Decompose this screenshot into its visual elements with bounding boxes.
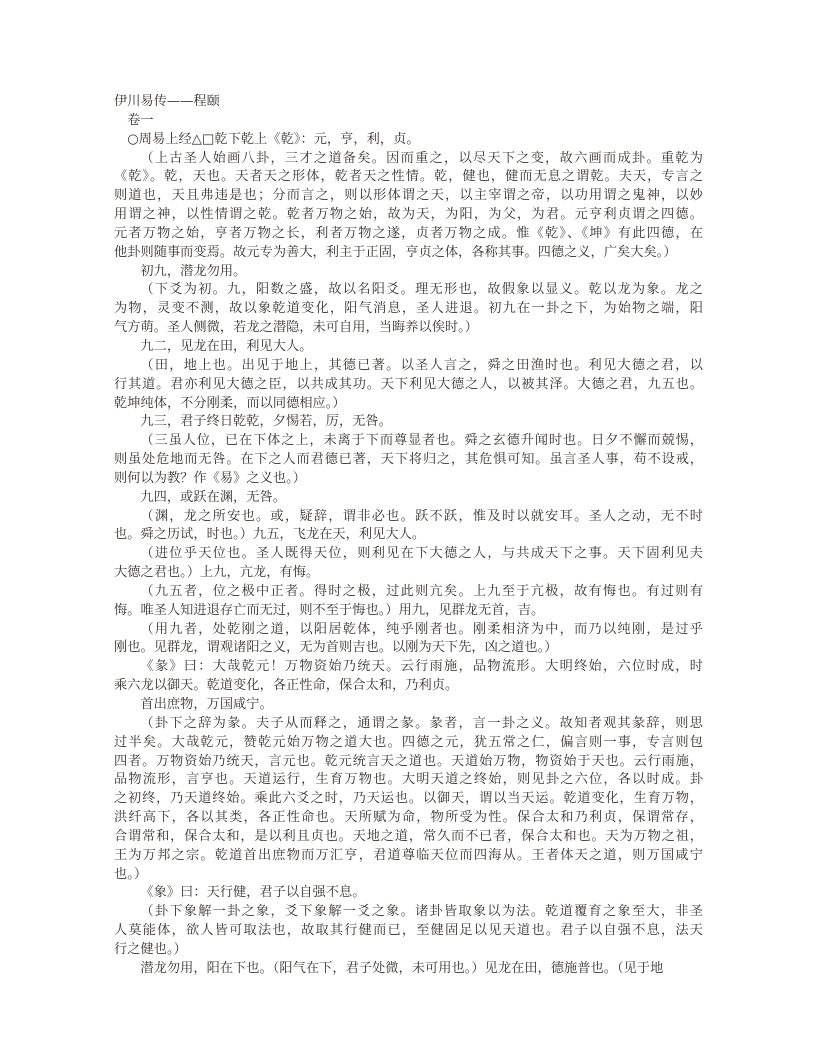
text-line: 则虽处危地而无咎。在下之人而君德已著，天下将归之，其危惧可知。虽言圣人事，苟不设戒，	[114, 452, 703, 468]
text-line: 卷一	[127, 112, 154, 128]
text-line: （上古圣人始画八卦，三才之道备矣。因而重之，以尽天下之变，故六画而成卦。重乾为	[140, 150, 703, 166]
text-line: 王为万邦之宗。乾道首出庶物而万汇亨，君道尊临天位而四海从。王者体天之道，则万国咸宁	[114, 847, 703, 863]
text-line: 《象》曰：天行健，君子以自强不息。	[140, 885, 366, 901]
text-line: 也。舜之历试，时也。）九五，飞龙在天，利见大人。	[114, 527, 426, 543]
text-line: 为物，灵变不测，故以象乾道变化，阳气消息，圣人进退。初九在一卦之下，为始物之端，阳	[114, 301, 703, 317]
text-line: 合谓常和，保合太和，是以利且贞也。天地之道，常久而不已者，保合太和也。天为万物之祖，	[114, 828, 703, 844]
text-line: （下爻为初。九，阳数之盛，故以名阳爻。理无形也，故假象以显义。乾以龙为象。龙之	[140, 282, 703, 298]
text-line: 人莫能体，欲人皆可取法也，故取其行健而已，至健固足以见天道也。君子以自强不息，法天	[114, 923, 703, 939]
text-line: 九三，君子终日乾乾，夕惕若，厉，无咎。	[140, 414, 392, 430]
text-line: （进位乎天位也。圣人既得天位，则利见在下大德之人，与共成天下之事。天下固利见夫	[140, 546, 703, 562]
text-line: （九五者，位之极中正者。得时之极，过此则亢矣。上九至于亢极，故有悔也。有过则有	[140, 583, 703, 599]
text-line: 初九，潜龙勿用。	[140, 263, 247, 279]
text-line: 《彖》曰：大哉乾元！万物资始乃统天。云行雨施，品物流形。大明终始，六位时成，时	[140, 659, 703, 675]
text-line: （三虽人位，已在下体之上，未离于下而尊显者也。舜之玄德升闻时也。日夕不懈而兢惕，	[140, 433, 703, 449]
text-line: 《乾》。乾，天也。天者天之形体，乾者天之性情。乾，健也，健而无息之谓乾。夫天，专言之	[114, 169, 703, 185]
text-line: （渊，龙之所安也。或，疑辞，谓非必也。跃不跃，惟及时以就安耳。圣人之动，无不时	[140, 508, 703, 524]
text-line: 九四，或跃在渊，无咎。	[140, 489, 287, 505]
text-line: 乘六龙以御天。乾道变化，各正性命，保合太和，乃利贞。	[114, 678, 459, 694]
text-line: 刚也。见群龙，谓观诸阳之义，无为首则吉也。以刚为天下先，凶之道也。）	[114, 640, 558, 656]
text-line: 他卦则随事而变焉。故元专为善大，利主于正固，亨贞之体，各称其事。四德之义，广矣大矣。）	[114, 244, 677, 260]
text-line: 大德之君也。）上九，亢龙，有悔。	[114, 565, 320, 581]
text-line: 过半矣。大哉乾元，赞乾元始万物之道大也。四德之元，犹五常之仁，偏言则一事，专言则包	[114, 734, 703, 750]
document-text-body	[114, 93, 703, 979]
text-line: 则何以为教？作《易》之义也。）	[114, 470, 306, 486]
text-line: ○周易上经△□乾下乾上《乾》：元，亨，利，贞。	[127, 131, 420, 147]
text-line: 洪纤高下，各以其类，各正性命也。天所赋为命，物所受为性。保合太和乃利贞，保谓常存，	[114, 810, 703, 826]
text-line: 元者万物之始，亨者万物之长，利者万物之遂，贞者万物之成。惟《乾》、《坤》有此四德，在	[114, 225, 703, 241]
text-line: 之初终，乃天道终始。乘此六爻之时，乃天运也。以御天，谓以当天运。乾道变化，生育万物，	[114, 791, 703, 807]
text-line: 气方萌。圣人侧微，若龙之潜隐，未可自用，当晦养以俟时。）	[114, 320, 479, 336]
text-line: 四者。万物资始乃统天，言元也。乾元统言天之道也。天道始万物，物资始于天也。云行雨施，	[114, 753, 703, 769]
text-line: 首出庶物，万国咸宁。	[140, 697, 273, 712]
text-line: 潜龙勿用，阳在下也。（阳气在下，君子处微，未可用也。）见龙在田，德施普也。（见于地	[140, 960, 664, 976]
text-line: 九二，见龙在田，利见大人。	[140, 338, 313, 354]
text-line: （卦下之辞为彖。夫子从而释之，通谓之彖。彖者，言一卦之义。故知者观其彖辞，则思	[140, 715, 703, 731]
text-line: 用谓之神，以性情谓之乾。乾者万物之始，故为天，为阳，为父，为君。元亨利贞谓之四德。	[114, 207, 703, 223]
text-line: 则道也，天且弗违是也；分而言之，则以形体谓之天，以主宰谓之帝，以功用谓之鬼神，以妙	[114, 188, 703, 204]
text-line: 乾坤纯体，不分刚柔，而以同德相应。）	[114, 395, 346, 411]
text-line: 也。）	[114, 866, 148, 882]
text-line: （卦下象解一卦之象，爻下象解一爻之象。诸卦皆取象以为法。乾道覆育之象至大，非圣	[140, 904, 703, 920]
document-title-line: 伊川易传——程颐	[114, 94, 220, 109]
text-line: 悔。唯圣人知进退存亡而无过，则不至于悔也。）用九，见群龙无首，吉。	[114, 602, 545, 618]
text-line: 行其道。君亦利见大德之臣，以共成其功。天下利见大德之人，以被其泽。大德之君，九五也。	[114, 376, 703, 392]
text-line: 行之健也。）	[114, 941, 187, 957]
text-line: 品物流形，言亨也。天道运行，生育万物也。大明天道之终始，则见卦之六位，各以时成。卦	[114, 772, 703, 788]
text-line: （田，地上也。出见于地上，其德已著。以圣人言之，舜之田渔时也。利见大德之君，以	[140, 357, 703, 373]
text-line: （用九者，处乾刚之道，以阳居乾体，纯乎刚者也。刚柔相济为中，而乃以纯刚，是过乎	[140, 621, 703, 637]
